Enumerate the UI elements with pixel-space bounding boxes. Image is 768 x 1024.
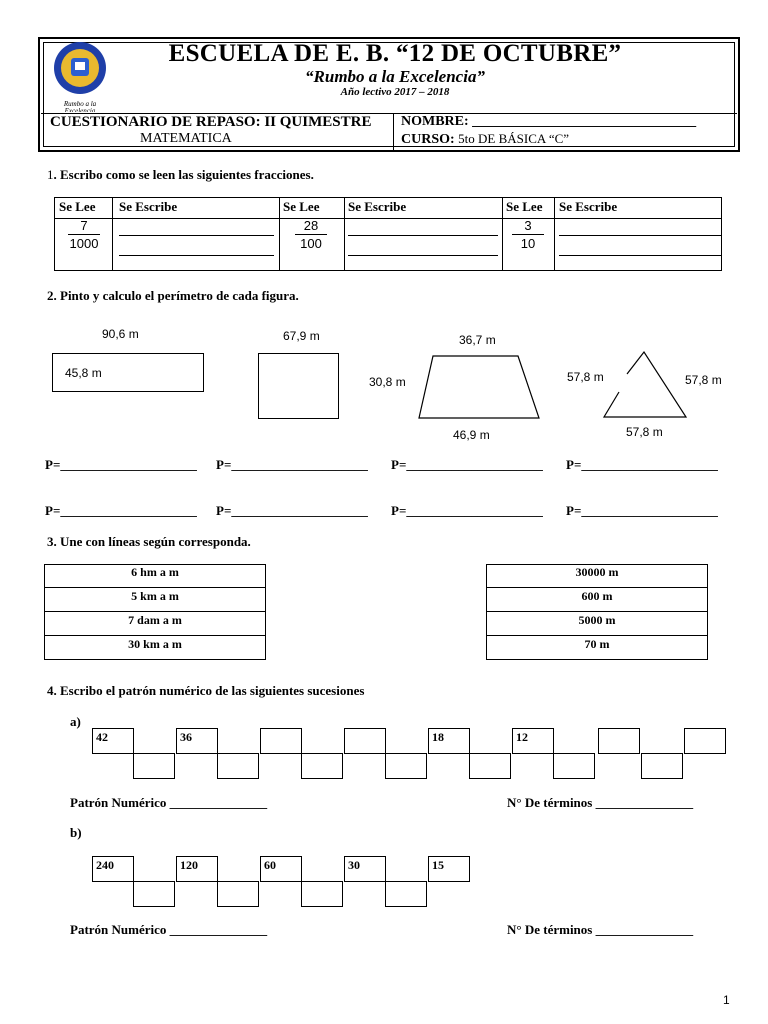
q1-number: 1 [47,167,54,182]
header-se-lee: Se Lee [283,199,320,214]
fraction-denominator: 1000 [69,236,99,251]
perimeter-answer[interactable]: P=_____________________ [216,503,368,518]
sequence-cell[interactable] [344,728,386,754]
fraction [60,219,108,250]
sequence-gap-cell[interactable] [217,881,259,907]
conversion-item[interactable]: 6 hm a m [45,565,265,588]
sequence-cell[interactable]: 36 [176,728,218,754]
page-number: 1 [723,993,730,1007]
header-se-lee: Se Lee [59,199,96,214]
fraction-numerator: 28 [303,218,319,233]
rectangle-side-label: 45,8 m [65,366,102,380]
col-divider [112,198,113,270]
conversion-item[interactable]: 7 dam a m [45,613,265,636]
sequence-cell[interactable]: 240 [92,856,134,882]
triangle-left-label: 57,8 m [567,370,604,384]
school-motto: “Rumbo a la Excelencia” [305,67,485,86]
curso-value: 5to DE BÁSICA “C” [458,131,570,146]
q2-title: 2. Pinto y calculo el perímetro de cada figura. [47,288,299,303]
fraction-numerator: 3 [524,218,532,233]
trapezoid-top-label: 36,7 m [459,333,496,347]
fraction-denominator: 10 [520,236,536,251]
triangle-shape[interactable] [598,349,690,421]
perimeter-answer[interactable]: P=_____________________ [566,457,718,472]
sequence-gap-cell[interactable] [553,753,595,779]
fraction [287,219,335,250]
trapezoid-bottom-label: 46,9 m [453,428,490,442]
answer-line[interactable] [559,235,721,236]
sequence-cell[interactable]: 42 [92,728,134,754]
logo-book [75,62,85,70]
col-divider [279,198,280,270]
header-vertical-divider [393,113,394,150]
fraction [504,219,552,250]
terminos-b[interactable]: N° De términos _______________ [507,922,694,937]
perimeter-answer[interactable]: P=_____________________ [566,503,718,518]
col-divider [502,198,503,270]
fraction-table [54,197,722,271]
nombre-field[interactable]: NOMBRE: ________________________________ [401,114,697,129]
q4-title: 4. Escribo el patrón numérico de las siguientes sucesiones [47,683,365,698]
answer-line[interactable] [119,235,274,236]
sequence-cell[interactable]: 12 [512,728,554,754]
sequence-gap-cell[interactable] [469,753,511,779]
sequence-cell[interactable] [598,728,640,754]
sequence-gap-cell[interactable] [133,881,175,907]
logo-caption-2: Excelencia [64,107,96,112]
trapezoid-shape[interactable] [414,354,544,420]
sequence-cell[interactable]: 120 [176,856,218,882]
header-se-lee: Se Lee [506,199,543,214]
perimeter-answer[interactable]: P=_____________________ [45,503,197,518]
answer-line[interactable] [348,255,498,256]
triangle-right-label: 57,8 m [685,373,722,387]
answer-line[interactable] [348,235,498,236]
sequence-gap-cell[interactable] [385,753,427,779]
questionnaire-title: CUESTIONARIO DE REPASO: II QUIMESTRE [50,114,372,130]
answer-line[interactable] [559,255,721,256]
fraction-bar [68,234,100,235]
sequence-cell[interactable]: 18 [428,728,470,754]
sequence-cell[interactable] [260,728,302,754]
perimeter-answer[interactable]: P=_____________________ [391,457,543,472]
sequence-gap-cell[interactable] [385,881,427,907]
fraction-bar [512,234,544,235]
fraction-bar [295,234,327,235]
patron-a[interactable]: Patrón Numérico _______________ [70,795,268,810]
sequence-gap-cell[interactable] [301,881,343,907]
curso-field [401,131,569,148]
school-name: ESCUELA DE E. B. “12 DE OCTUBRE” [168,40,622,67]
q1-text: . Escribo como se leen las siguientes fracciones. [53,167,314,182]
fraction-denominator: 100 [300,236,322,251]
conversion-result[interactable]: 600 m [487,589,707,612]
header-se-escribe: Se Escribe [119,199,178,214]
conversion-item[interactable]: 30 km a m [128,637,182,651]
conversion-result[interactable]: 5000 m [487,613,707,636]
sequence-gap-cell[interactable] [217,753,259,779]
conversion-result[interactable]: 30000 m [487,565,707,588]
patron-b[interactable]: Patrón Numérico _______________ [70,922,268,937]
sequence-cell[interactable]: 60 [260,856,302,882]
sequence-cell[interactable]: 30 [344,856,386,882]
answer-line[interactable] [119,255,274,256]
perimeter-answer[interactable]: P=_____________________ [216,457,368,472]
conversion-left-table [44,564,266,660]
rectangle-top-label: 90,6 m [102,327,139,341]
perimeter-answer[interactable]: P=_____________________ [45,457,197,472]
fraction-numerator: 7 [80,218,88,233]
school-year: Año lectivo 2017 – 2018 [340,86,450,98]
sequence-b-label: b) [70,825,82,840]
sequence-cell[interactable] [684,728,726,754]
logo-caption: Rumbo a la [63,100,97,108]
sequence-gap-cell[interactable] [133,753,175,779]
triangle-bottom-label: 57,8 m [626,425,663,439]
sequence-gap-cell[interactable] [641,753,683,779]
q1-title [47,167,314,183]
header-se-escribe: Se Escribe [559,199,618,214]
conversion-right-table [486,564,708,660]
sequence-a-label: a) [70,714,81,729]
square-top-label: 67,9 m [283,329,320,343]
trapezoid-side-label: 30,8 m [369,375,406,389]
col-divider [554,198,555,270]
terminos-a[interactable]: N° De términos _______________ [507,795,694,810]
curso-label: CURSO: [401,132,455,147]
school-logo [44,40,116,112]
conversion-result[interactable]: 70 m [584,637,610,651]
conversion-item[interactable]: 5 km a m [45,589,265,612]
sequence-gap-cell[interactable] [301,753,343,779]
row-divider [55,218,721,219]
perimeter-answer[interactable]: P=_____________________ [391,503,543,518]
col-divider [344,198,345,270]
square-shape[interactable] [258,353,339,419]
subject-name: MATEMATICA [140,131,232,146]
sequence-cell[interactable]: 15 [428,856,470,882]
header-se-escribe: Se Escribe [348,199,407,214]
q3-title: 3. Une con líneas según corresponda. [47,534,251,549]
